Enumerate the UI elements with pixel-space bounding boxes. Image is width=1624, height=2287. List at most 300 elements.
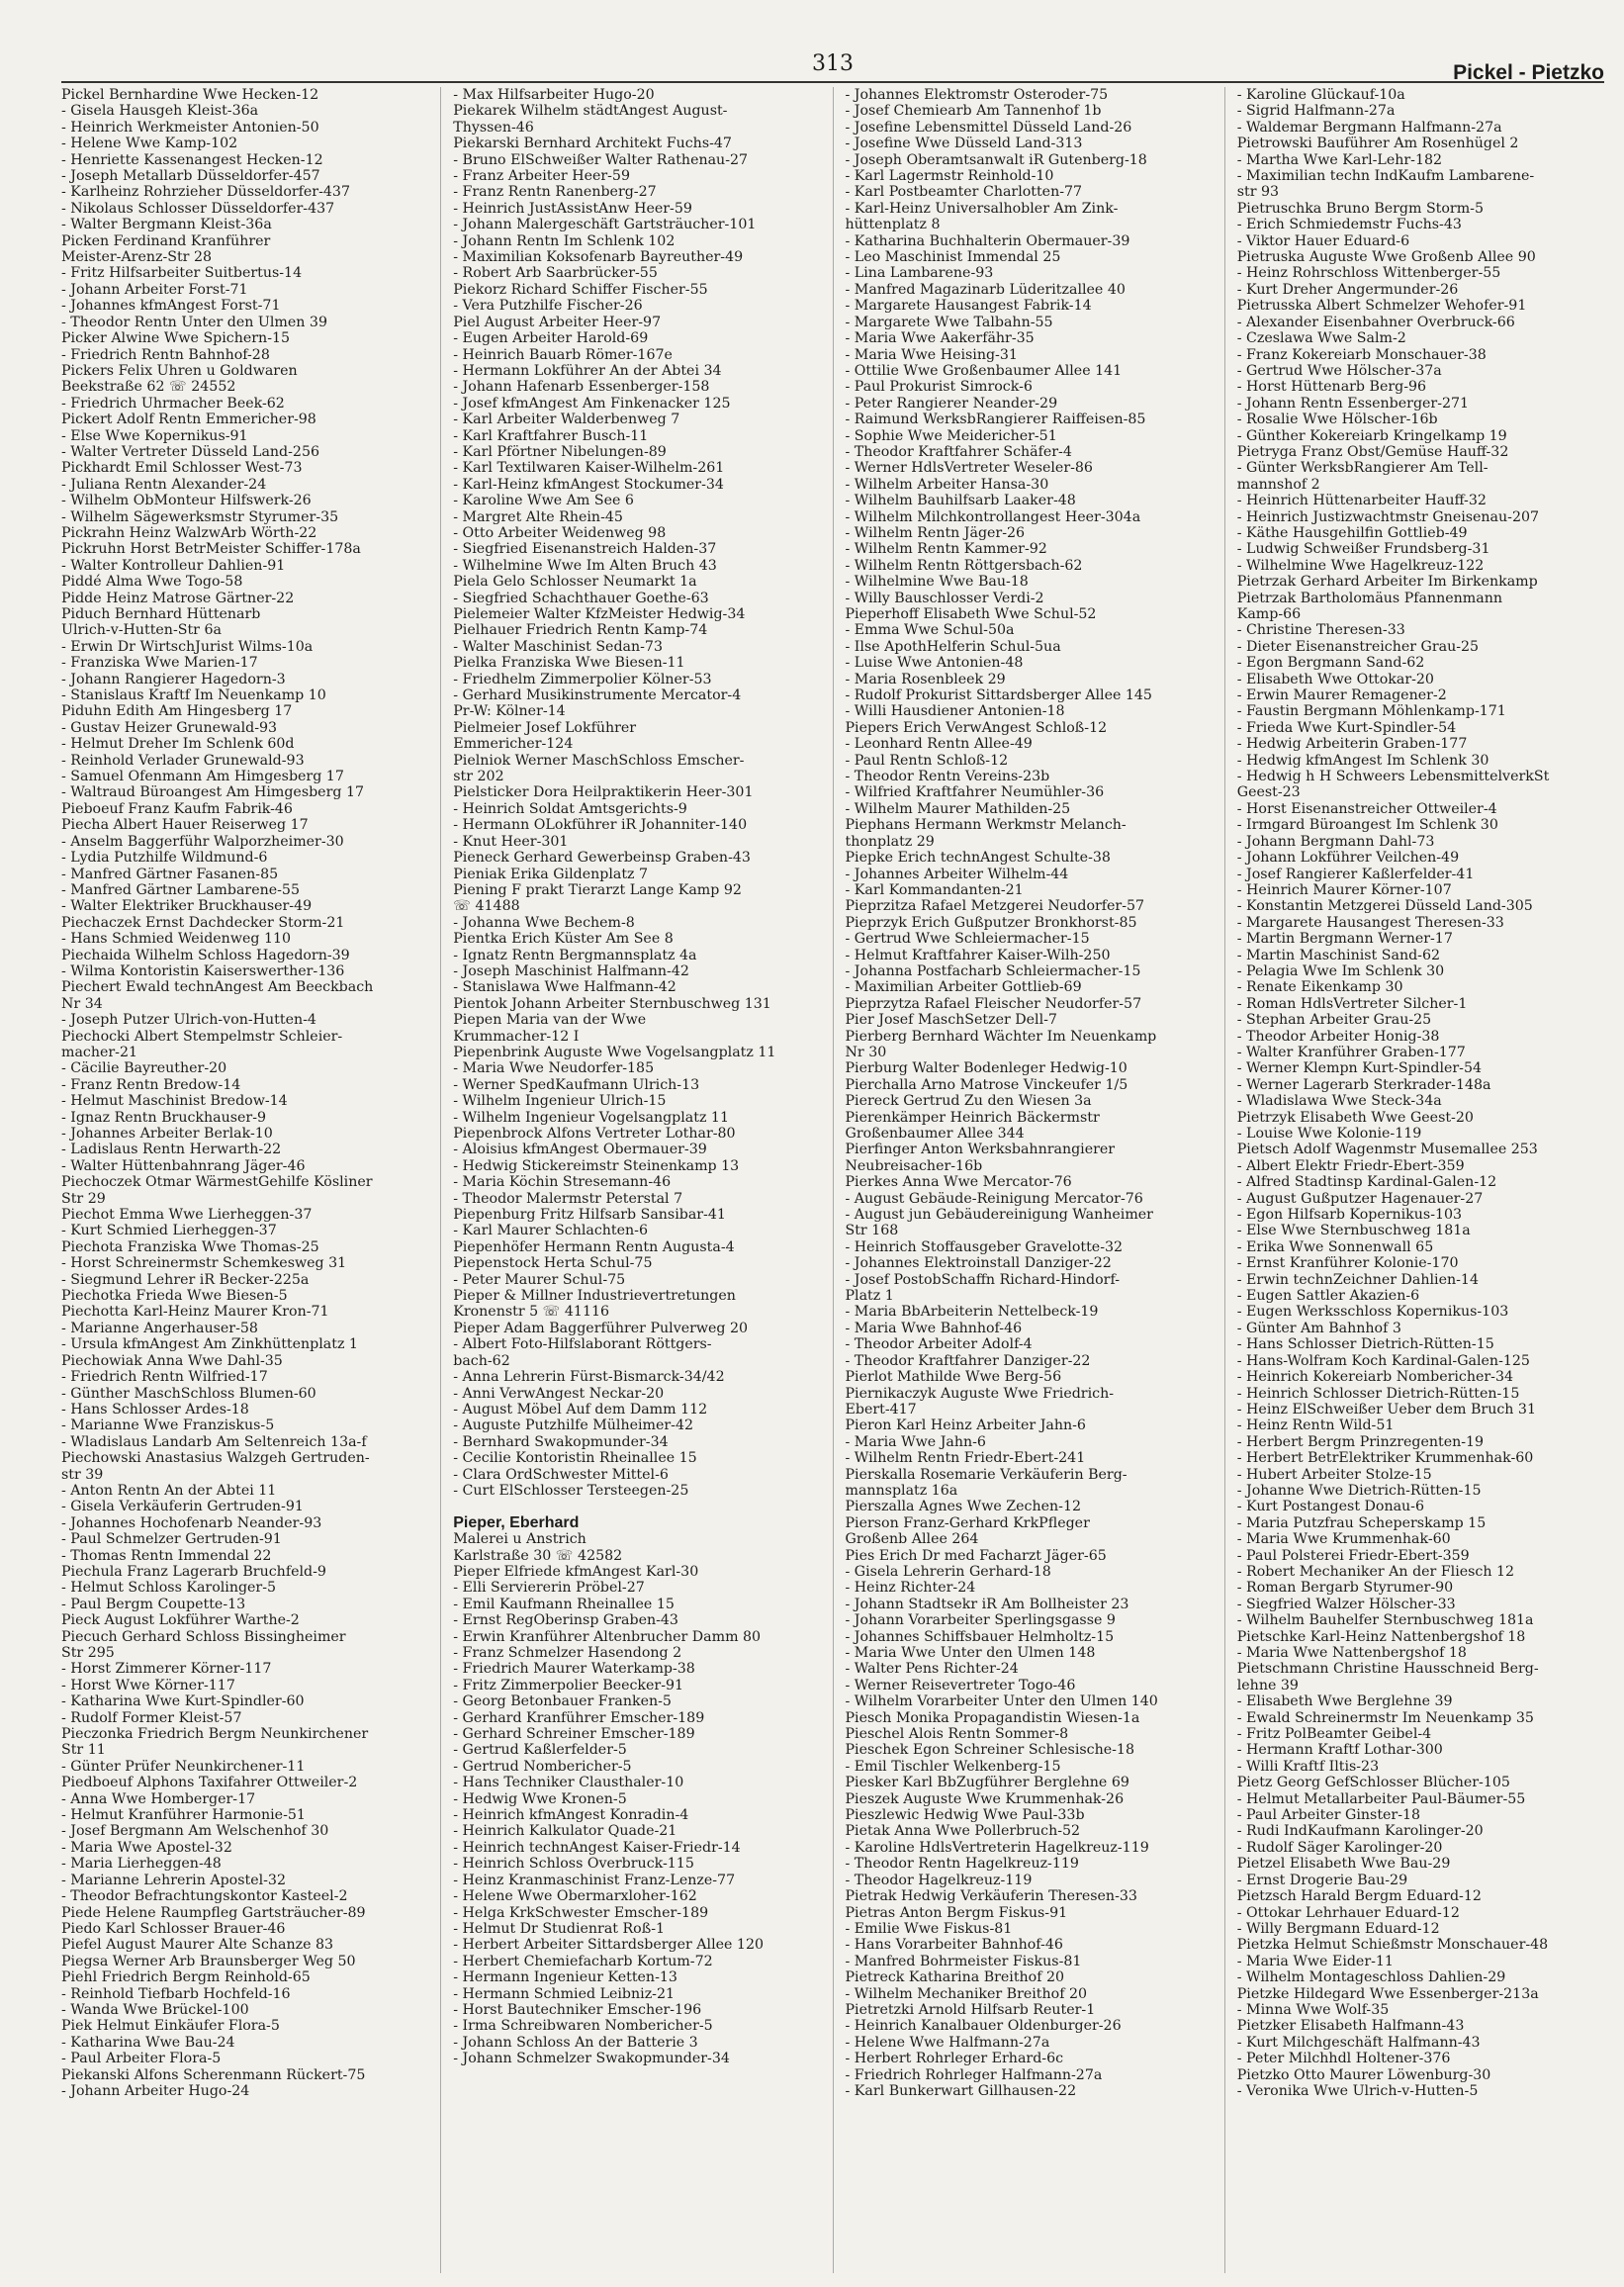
directory-entry: - Ernst Drogerie Bau-29 [1236,1872,1408,1888]
directory-entry: - Friedrich Rohrleger Halfmann-27a [845,2066,1103,2083]
column-divider [1224,87,1225,2273]
directory-entry: - Katharina Wwe Kurt-Spindler-60 [61,1693,305,1710]
directory-entry: Großenb Allee 264 [845,1531,979,1548]
directory-entry: - Gerhard Schreiner Emscher-189 [453,1726,695,1743]
directory-entry: - Maria Wwe Apostel-32 [61,1839,232,1856]
directory-entry: - Theodor Kraftfahrer Schäfer-4 [845,443,1072,460]
directory-entry: Piechula Franz Lagerarb Bruchfeld-9 [61,1563,326,1580]
directory-entry: Piepenbrink Auguste Wwe Vogelsangplatz 11 [453,1044,776,1060]
directory-entry: Pieper Elfriede kfmAngest Karl-30 [453,1563,699,1580]
directory-entry: - Wilhelm Maurer Mathilden-25 [845,800,1071,817]
directory-entry: Piechotka Frieda Wwe Biesen-5 [61,1288,288,1305]
directory-entry: - Ludwig Schweißer Frundsberg-31 [1236,541,1490,558]
directory-entry: Pieneck Gerhard Gewerbeinsp Graben-43 [453,850,751,867]
directory-entry: - Helmut Dr Studienrat Roß-1 [453,1920,666,1937]
directory-entry: - Heinrich JustAssistAnw Heer-59 [453,200,692,217]
directory-entry: Pieck August Lokführer Warthe-2 [61,1612,300,1629]
directory-entry: - Irma Schreibwaren Nombericher-5 [453,2018,713,2035]
directory-entry: - Marianne Lehrerin Apostel-32 [61,1872,286,1888]
directory-entry: - Wilhelmine Wwe Hagelkreuz-122 [1236,557,1485,574]
directory-entry: - Hedwig Wwe Kronen-5 [453,1790,627,1807]
directory-entry: - Walter Maschinist Sedan-73 [453,638,663,655]
directory-entry: - Karoline HdlsVertreterin Hagelkreuz-119 [845,1839,1149,1856]
directory-entry: - Walter Elektriker Bruckhauser-49 [61,898,313,915]
directory-entry: - Heinrich Bauarb Römer-167e [453,346,673,363]
directory-entry: - Gustav Heizer Grunewald-93 [61,719,278,736]
directory-entry: - Anna Wwe Homberger-17 [61,1790,256,1807]
header-rule [61,81,1604,83]
directory-entry: - Josef kfmAngest Am Finkenacker 125 [453,395,731,412]
directory-entry: - Johann Rentn Essenberger-271 [1236,395,1470,412]
directory-entry: Piereck Gertrud Zu den Wiesen 3a [845,1093,1092,1110]
directory-entry: - Johann Arbeiter Hugo-24 [61,2082,250,2099]
directory-entry: - Helene Wwe Halfmann-27a [845,2034,1050,2051]
directory-entry: - Herbert Arbeiter Sittardsberger Allee 120 [453,1937,765,1954]
directory-entry: - Rudi IndKaufmann Karolinger-20 [1236,1823,1484,1840]
directory-entry: - Hans Techniker Clausthaler-10 [453,1775,684,1791]
directory-entry: - Werner Reisevertreter Togo-46 [845,1677,1076,1693]
directory-entry: - Johann Vorarbeiter Sperlingsgasse 9 [845,1612,1116,1629]
directory-entry: Pierlot Mathilde Wwe Berg-56 [845,1369,1062,1386]
directory-entry: Pielemeier Walter KfzMeister Hedwig-34 [453,606,746,622]
directory-entry: - Johanna Postfacharb Schleiermacher-15 [845,962,1141,979]
directory-entry: - Karl Arbeiter Walderbenweg 7 [453,412,680,428]
directory-entry: - Stanislaus Kraftf Im Neuenkamp 10 [61,687,326,704]
directory-entry: - Theodor Arbeiter Honig-38 [1236,1028,1440,1045]
directory-entry: - Josef Bergmann Am Welschenhof 30 [61,1823,329,1840]
directory-entry: - Hermann Kraftf Lothar-300 [1236,1742,1443,1759]
directory-entry: - Franz Rentn Ranenberg-27 [453,184,657,201]
directory-entry: - Ilse ApothHelferin Schul-5ua [845,638,1061,655]
directory-entry: - Hans Schmied Weidenweg 110 [61,931,292,948]
directory-entry: - Günter Am Bahnhof 3 [1236,1320,1401,1336]
directory-entry: - Franz Schmelzer Hasendong 2 [453,1645,682,1661]
directory-entry: - Wilhelm Mechaniker Breithof 20 [845,1985,1088,2002]
directory-entry: Piepke Erich technAngest Schulte-38 [845,850,1111,867]
directory-entry: - Siegfried Schachthauer Goethe-63 [453,590,709,606]
directory-entry: - Albert Elektr Friedr-Ebert-359 [1236,1157,1465,1174]
directory-entry: - Heinz Rentn Wild-51 [1236,1418,1395,1434]
directory-entry: - Josefine Wwe Düsseld Land-313 [845,136,1083,152]
directory-entry: - Reinhold Tiefbarb Hochfeld-16 [61,1985,291,2002]
directory-entry: Piefel August Maurer Alte Schanze 83 [61,1937,334,1954]
directory-entry: - Helene Wwe Obermarxloher-162 [453,1888,697,1905]
directory-entry: - Henriette Kassenangest Hecken-12 [61,151,323,168]
directory-entry: Piehl Friedrich Bergm Reinhold-65 [61,1969,311,1986]
directory-entry: - Paul Bergm Coupette-13 [61,1596,246,1612]
directory-entry: Pietz Georg GefSchlosser Blücher-105 [1236,1775,1510,1791]
directory-entry: - Theodor Befrachtungskontor Kasteel-2 [61,1888,348,1905]
directory-entry: - Gerhard Musikinstrumente Mercator-4 [453,687,742,704]
directory-entry: - Wanda Wwe Brückel-100 [61,2001,249,2018]
directory-entry: Piesch Monika Propagandistin Wiesen-1a [845,1709,1140,1726]
directory-entry: - Wilfried Kraftfahrer Neumühler-36 [845,784,1105,801]
directory-entry: Pieper & Millner Industrievertretungen [453,1288,736,1305]
directory-entry: - Knut Heer-301 [453,833,569,850]
directory-entry: str 93 [1236,184,1280,201]
directory-entry: - Willi Kraftf Iltis-23 [1236,1758,1380,1775]
directory-entry: - Curt ElSchlosser Tersteegen-25 [453,1482,689,1499]
directory-entry: Piechowski Anastasius Walzgeh Gertruden- [61,1450,370,1467]
directory-entry: - Peter Maurer Schul-75 [453,1271,626,1288]
directory-entry: Piechotta Karl-Heinz Maurer Kron-71 [61,1304,329,1321]
directory-entry: - Roman Bergarb Styrumer-90 [1236,1580,1454,1597]
directory-entry: - Pelagia Wwe Im Schlenk 30 [1236,962,1445,979]
directory-entry: Pieprzitza Rafael Metzgerei Neudorfer-57 [845,898,1145,915]
directory-entry: - Helmut Maschinist Bredow-14 [61,1093,288,1110]
directory-entry: - Wilhelm Montageschloss Dahlien-29 [1236,1969,1506,1986]
directory-entry: - Irmgard Büroangest Im Schlenk 30 [1236,817,1498,834]
directory-entry: - Eugen Sattler Akazien-6 [1236,1288,1420,1305]
directory-entry: - Faustin Bergmann Möhlenkamp-171 [1236,703,1506,720]
directory-entry: - Erika Wwe Sonnenwall 65 [1236,1238,1434,1255]
directory-entry: - Erich Schmiedemstr Fuchs-43 [1236,217,1462,233]
directory-entry: Pielniok Werner MaschSchloss Emscher- [453,752,745,769]
directory-entry: - Joseph Metallarb Düsseldorfer-457 [61,168,320,185]
directory-entry: Pietruska Auguste Wwe Großenb Allee 90 [1236,249,1536,266]
directory-entry: - Georg Betonbauer Franken-5 [453,1693,672,1710]
directory-entry: - Maximilian Koksofenarb Bayreuther-49 [453,249,744,266]
directory-entry: - Theodor Rentn Unter den Ulmen 39 [61,314,327,330]
directory-entry: - Paul Schmelzer Gertruden-91 [61,1531,282,1548]
directory-entry: - Wilhelm Ingenieur Vogelsangplatz 11 [453,1109,729,1126]
directory-entry: Pidde Heinz Matrose Gärtner-22 [61,590,295,606]
directory-entry: - Fritz PolBeamter Geibel-4 [1236,1726,1432,1743]
directory-entry: Pietak Anna Wwe Pollerbruch-52 [845,1823,1081,1840]
directory-entry: Piepenhöfer Hermann Rentn Augusta-4 [453,1238,735,1255]
directory-entry: - Else Wwe Kopernikus-91 [61,427,248,444]
directory-entry: Pietsch Adolf Wagenmstr Musemallee 253 [1236,1142,1538,1158]
directory-entry: - Robert Mechaniker An der Fliesch 12 [1236,1563,1515,1580]
directory-entry: - Franz Kokereiarb Monschauer-38 [1236,346,1487,363]
directory-entry: Pietrusska Albert Schmelzer Wehofer-91 [1236,298,1527,315]
directory-entry: - Joseph Oberamtsanwalt iR Gutenberg-18 [845,151,1147,168]
directory-entry: Pietzel Elisabeth Wwe Bau-29 [1236,1856,1451,1873]
directory-entry: Pietreck Katharina Breithof 20 [845,1969,1065,1986]
directory-entry: Pietzko Otto Maurer Löwenburg-30 [1236,2066,1491,2083]
directory-entry: Str 168 [845,1223,899,1239]
directory-entry: Piechaczek Ernst Dachdecker Storm-21 [61,914,345,931]
directory-entry: - Heinrich Schlosser Dietrich-Rütten-15 [1236,1385,1520,1402]
directory-entry: Pieschel Alois Rentn Sommer-8 [845,1726,1069,1743]
directory-entry: - Wilhelm Milchkontrollangest Heer-304a [845,508,1141,525]
directory-entry: - Walter Kontrolleur Dahlien-91 [61,557,286,574]
directory-entry: mannsplatz 16a [845,1482,958,1499]
page-number: 313 [812,51,854,76]
directory-entry: - Karl Textilwaren Kaiser-Wilhelm-261 [453,460,725,477]
directory-entry: - Gerhard Kranführer Emscher-189 [453,1709,705,1726]
directory-entry: - Maximilian Arbeiter Gottlieb-69 [845,979,1082,996]
directory-entry: Pickrahn Heinz WalzwArb Wörth-22 [61,524,317,541]
directory-entry: - Karlheinz Rohrzieher Düsseldorfer-437 [61,184,350,201]
directory-entry: - Wilma Kontoristin Kaiserswerther-136 [61,962,345,979]
directory-entry: - Herbert BetrElektriker Krummenhak-60 [1236,1450,1534,1467]
running-head: Pickel - Pietzko [1453,61,1604,84]
directory-entry: hüttenplatz 8 [845,217,941,233]
directory-entry: - Robert Arb Saarbrücker-55 [453,265,658,282]
directory-entry: - Maria Wwe Aakerfähr-35 [845,330,1035,347]
directory-entry: - Eugen Werksschloss Kopernikus-103 [1236,1304,1509,1321]
directory-entry: - Cäcilie Bayreuther-20 [61,1060,227,1077]
directory-entry: - Gertrud Wwe Hölscher-37a [1236,362,1442,379]
directory-entry: - Katharina Buchhalterin Obermauer-39 [845,232,1130,249]
directory-entry: Piek Helmut Einkäufer Flora-5 [61,2018,280,2035]
directory-entry: Pietschmann Christine Hausschneid Berg- [1236,1661,1539,1678]
directory-entry: - Walter Bergmann Kleist-36a [61,217,272,233]
directory-entry: - Theodor Kraftfahrer Danziger-22 [845,1352,1091,1369]
directory-entry: Piechota Franziska Wwe Thomas-25 [61,1238,319,1255]
directory-entry: - Thomas Rentn Immendal 22 [61,1547,272,1564]
directory-entry: Pieron Karl Heinz Arbeiter Jahn-6 [845,1418,1086,1434]
directory-entry: - Nikolaus Schlosser Düsseldorfer-437 [61,200,335,217]
directory-entry: Pietruschka Bruno Bergm Storm-5 [1236,200,1484,217]
directory-entry: Krummacher-12 I [453,1028,580,1045]
directory-entry: Neubreisacher-16b [845,1157,983,1174]
directory-entry: Kamp-66 [1236,606,1302,622]
directory-entry: - Rudolf Former Kleist-57 [61,1709,242,1726]
directory-entry: Ebert-417 [845,1401,917,1418]
directory-entry: Pies Erich Dr med Facharzt Jäger-65 [845,1547,1107,1564]
directory-entry: Pickert Adolf Rentn Emmericher-98 [61,412,316,428]
directory-entry: - Karl-Heinz kfmAngest Stockumer-34 [453,476,724,493]
directory-entry: - Johann Malergeschäft Gartsträucher-101 [453,217,757,233]
directory-entry: Pietrak Hedwig Verkäuferin Theresen-33 [845,1888,1137,1905]
directory-entry: - Friedrich Uhrmacher Beek-62 [61,395,285,412]
directory-entry: - Heinrich kfmAngest Konradin-4 [453,1807,689,1824]
directory-entry: - Franz Rentn Bredow-14 [61,1076,241,1093]
directory-entry: - Alfred Stadtinsp Kardinal-Galen-12 [1236,1174,1497,1191]
directory-entry: - Ottokar Lehrhauer Eduard-12 [1236,1904,1460,1921]
directory-entry: - Horst Bautechniker Emscher-196 [453,2001,702,2018]
directory-entry: - Lina Lambarene-93 [845,265,994,282]
directory-entry: - Heinz Rohrschloss Wittenberger-55 [1236,265,1501,282]
directory-entry: - Egon Hilfsarb Kopernikus-103 [1236,1207,1463,1224]
directory-entry: - Paul Arbeiter Ginster-18 [1236,1807,1421,1824]
directory-entry: Pieprzytza Rafael Fleischer Neudorfer-57 [845,995,1142,1012]
directory-entry: Pielsticker Dora Heilpraktikerin Heer-301 [453,784,754,801]
directory-entry: - Viktor Hauer Eduard-6 [1236,232,1410,249]
directory-entry: Karlstraße 30 ☏ 42582 [453,1547,623,1564]
directory-entry: - Friedrich Rentn Bahnhof-28 [61,346,270,363]
directory-entry: - Leo Maschinist Immendal 25 [845,249,1061,266]
directory-entry: Pieniak Erika Gildenplatz 7 [453,866,649,882]
directory-entry: - Paul Prokurist Simrock-6 [845,379,1033,396]
directory-entry: - Maria Wwe Unter den Ulmen 148 [845,1645,1096,1661]
directory-entry: lehne 39 [1236,1677,1299,1693]
directory-entry: - Peter Milchhdl Holtener-376 [1236,2051,1451,2067]
directory-entry: - Wilhelm Vorarbeiter Unter den Ulmen 140 [845,1693,1158,1710]
directory-entry: - Karoline Glückauf-10a [1236,87,1405,103]
directory-entry: - Anni VerwAngest Neckar-20 [453,1385,665,1402]
directory-entry: Platz 1 [845,1288,894,1305]
directory-entry: - Margarete Hausangest Fabrik-14 [845,298,1092,315]
directory-entry: - Werner SpedKaufmann Ulrich-13 [453,1076,700,1093]
directory-entry: Piechowiak Anna Wwe Dahl-35 [61,1352,283,1369]
directory-entry: - Helene Wwe Kamp-102 [61,136,238,152]
directory-entry: - Czeslawa Wwe Salm-2 [1236,330,1406,347]
directory-entry: - Johann Bergmann Dahl-73 [1236,833,1435,850]
directory-entry: Pierskalla Rosemarie Verkäuferin Berg- [845,1466,1128,1483]
directory-entry: - Theodor Rentn Vereins-23b [845,769,1050,785]
directory-entry: - Maria Rosenbleek 29 [845,671,1006,687]
directory-entry: - Hedwig Stickereimstr Steinenkamp 13 [453,1157,740,1174]
directory-entry: - August Gebäude-Reinigung Mercator-76 [845,1190,1143,1207]
directory-entry: - Gisela Lehrerin Gerhard-18 [845,1563,1051,1580]
directory-entry: Pickruhn Horst BetrMeister Schiffer-178a [61,541,361,558]
column-1 [61,87,428,2273]
directory-entry: - Bernhard Swakopmunder-34 [453,1433,669,1450]
directory-entry: - Johann Lokführer Veilchen-49 [1236,850,1460,867]
directory-entry: - Cecilie Kontoristin Rheinallee 15 [453,1450,697,1467]
directory-entry: - Maria Lierheggen-48 [61,1856,222,1873]
directory-entry: Piduch Bernhard Hüttenarb [61,606,261,622]
directory-entry: - Josef Chemiearb Am Tannenhof 1b [845,103,1102,120]
directory-entry: Pietzker Elisabeth Halfmann-43 [1236,2018,1465,2035]
directory-entry: - Waldemar Bergmann Halfmann-27a [1236,119,1502,136]
directory-entry: - Karl Kommandanten-21 [845,881,1024,898]
directory-entry: - Siegmund Lehrer iR Becker-225a [61,1271,310,1288]
directory-entry: Piduhn Edith Am Hingesberg 17 [61,703,293,720]
directory-entry: Picken Ferdinand Kranführer [61,232,271,249]
directory-entry: - Kurt Milchgeschäft Halfmann-43 [1236,2034,1481,2051]
directory-entry: - Waltraud Büroangest Am Himgesberg 17 [61,784,365,801]
directory-entry: - Walter Vertreter Düsseld Land-256 [61,443,319,460]
directory-entry: Piekarski Bernhard Architekt Fuchs-47 [453,136,732,152]
directory-entry: - Siegfried Walzer Hölscher-33 [1236,1596,1456,1612]
directory-entry: - Horst Zimmerer Körner-117 [61,1661,272,1678]
directory-entry: - Raimund WerksbRangierer Raiffeisen-85 [845,412,1146,428]
directory-entry: - Karl Pförtner Nibelungen-89 [453,443,667,460]
directory-entry: - Emil Tischler Welkenberg-15 [845,1758,1061,1775]
directory-entry: - Willy Bauschlosser Verdi-2 [845,590,1044,606]
directory-entry: - Heinz ElSchweißer Ueber dem Bruch 31 [1236,1401,1536,1418]
directory-entry: Piddé Alma Wwe Togo-58 [61,574,243,591]
directory-entry: - Gisela Hausgeh Kleist-36a [61,103,259,120]
directory-entry: - Hermann OLokführer iR Johanniter-140 [453,817,748,834]
directory-entry: - Hans Schlosser Ardes-18 [61,1401,249,1418]
directory-entry: - Ottilie Wwe Großenbaumer Allee 141 [845,362,1123,379]
directory-entry: - Erwin Kranführer Altenbrucher Damm 80 [453,1628,762,1645]
directory-entry: Malerei u Anstrich [453,1531,586,1548]
directory-entry: - Margarete Wwe Talbahn-55 [845,314,1053,330]
directory-entry: Pieper, Eberhard [453,1513,580,1531]
directory-entry: - Heinrich Hüttenarbeiter Hauff-32 [1236,493,1487,509]
directory-entry: - Erwin technZeichner Dahlien-14 [1236,1271,1479,1288]
directory-entry: - Johann Rangierer Hagedorn-3 [61,671,286,687]
directory-entry: Pietzke Hildegard Wwe Essenberger-213a [1236,1985,1539,2002]
directory-entry: - Helmut Dreher Im Schlenk 60d [61,736,295,753]
directory-entry: Pierson Franz-Gerhard KrkPfleger [845,1514,1090,1531]
directory-entry: - Emil Kaufmann Rheinallee 15 [453,1596,675,1612]
directory-entry: - Günter Prüfer Neunkirchener-11 [61,1758,306,1775]
directory-entry: - Hubert Arbeiter Stolze-15 [1236,1466,1432,1483]
directory-entry: - Gertrud Nombericher-5 [453,1758,632,1775]
directory-entry: - Heinrich Soldat Amtsgerichts-9 [453,800,687,817]
directory-entry: - Heinrich Schloss Overbruck-115 [453,1856,694,1873]
directory-entry: thonplatz 29 [845,833,935,850]
directory-entry: - Johanna Wwe Bechem-8 [453,914,635,931]
directory-entry: - Egon Bergmann Sand-62 [1236,655,1425,672]
directory-entry: - Heinrich Kokereiarb Nombericher-34 [1236,1369,1514,1386]
directory-entry: Piepenbrock Alfons Vertreter Lothar-80 [453,1126,736,1142]
directory-entry: Pietretzki Arnold Hilfsarb Reuter-1 [845,2001,1096,2018]
directory-entry: - Gertrud Kaßlerfelder-5 [453,1742,627,1759]
directory-entry: - Maria Wwe Krummenhak-60 [1236,1531,1451,1548]
directory-entry: - Max Hilfsarbeiter Hugo-20 [453,87,655,103]
directory-entry: - Ewald Schreinermstr Im Neuenkamp 35 [1236,1709,1534,1726]
directory-entry: - Wilhelm Rentn Jäger-26 [845,524,1026,541]
directory-entry: - Manfred Bohrmeister Fiskus-81 [845,1953,1082,1969]
directory-entry: Pieszek Auguste Wwe Krummenhak-26 [845,1790,1125,1807]
directory-entry: - Clara OrdSchwester Mittel-6 [453,1466,669,1483]
directory-entry: - Gisela Verkäuferin Gertruden-91 [61,1499,304,1515]
directory-entry: Str 295 [61,1645,115,1661]
directory-entry: Piechert Ewald technAngest Am Beeckbach [61,979,374,996]
directory-entry: - Karl Bunkerwart Gillhausen-22 [845,2082,1077,2099]
directory-entry: - Wladislawa Wwe Steck-34a [1236,1093,1442,1110]
directory-entry: - Joseph Putzer Ulrich-von-Hutten-4 [61,1012,316,1029]
directory-entry: - Konstantin Metzgerei Düsseld Land-305 [1236,898,1533,915]
directory-entry: - Johannes kfmAngest Forst-71 [61,298,281,315]
directory-entry: Pietrzak Gerhard Arbeiter Im Birkenkamp [1236,574,1538,591]
directory-entry: str 39 [61,1466,104,1483]
directory-entry: Emmericher-124 [453,736,574,753]
directory-entry: - Hedwig kfmAngest Im Schlenk 30 [1236,752,1489,769]
directory-entry: - Martin Bergmann Werner-17 [1236,931,1453,948]
directory-entry: - Marianne Wwe Franziskus-5 [61,1418,275,1434]
directory-entry: Pietzka Helmut Schießmstr Monschauer-48 [1236,1937,1549,1954]
directory-entry: Pierfinger Anton Werksbahnrangierer [845,1142,1116,1158]
directory-entry: Kronenstr 5 ☏ 41116 [453,1304,610,1321]
directory-entry: - Luise Wwe Antonien-48 [845,655,1024,672]
directory-entry: - Wilhelm Bauhilfsarb Laaker-48 [845,493,1076,509]
directory-entry: - Helmut Kranführer Harmonie-51 [61,1807,306,1824]
directory-entry: - Maria Wwe Heising-31 [845,346,1018,363]
directory-entry: - Reinhold Verlader Grunewald-93 [61,752,305,769]
directory-entry: Pieperhoff Elisabeth Wwe Schul-52 [845,606,1097,622]
directory-entry: - Wilhelm ObMonteur Hilfswerk-26 [61,493,312,509]
directory-entry: Pielka Franziska Wwe Biesen-11 [453,655,685,672]
directory-entry: Str 29 [61,1190,106,1207]
directory-entry: Pieczonka Friedrich Bergm Neunkirchener [61,1726,369,1743]
directory-entry: - Erwin Maurer Remagener-2 [1236,687,1447,704]
directory-entry: Ulrich-v-Hutten-Str 6a [61,622,222,639]
directory-entry: - Hermann Lokführer An der Abtei 34 [453,362,722,379]
directory-entry: Pientok Johann Arbeiter Sternbuschweg 131 [453,995,771,1012]
directory-entry: - Helmut Kraftfahrer Kaiser-Wilh-250 [845,947,1111,963]
directory-entry: - Heinrich Kalkulator Quade-21 [453,1823,677,1840]
directory-entry: Piepers Erich VerwAngest Schloß-12 [845,719,1108,736]
directory-entry: - Johann Stadtsekr iR Am Bollheister 23 [845,1596,1129,1612]
directory-entry: Piesker Karl BbZugführer Berglehne 69 [845,1775,1129,1791]
directory-entry: Pierchalla Arno Matrose Vinckeufer 1/5 [845,1076,1128,1093]
directory-entry: Pr-W: Kölner-14 [453,703,566,720]
directory-entry: - Johannes Arbeiter Berlak-10 [61,1126,273,1142]
directory-entry: - Vera Putzhilfe Fischer-26 [453,298,643,315]
directory-entry: - Hedwig h H Schweers LebensmittelverkSt [1236,769,1550,785]
directory-entry: - Else Wwe Sternbuschweg 181a [1236,1223,1471,1239]
directory-entry: Pieszlewic Hedwig Wwe Paul-33b [845,1807,1085,1824]
directory-entry: - Manfred Gärtner Lambarene-55 [61,881,300,898]
directory-entry: - Karl Postbeamter Charlotten-77 [845,184,1083,201]
directory-entry: Picker Alwine Wwe Spichern-15 [61,330,291,347]
directory-entry: Piecha Albert Hauer Reiserweg 17 [61,817,309,834]
directory-entry: - Karl Lagermstr Reinhold-10 [845,168,1054,185]
directory-entry: - Franz Arbeiter Heer-59 [453,168,630,185]
directory-entry: - Wladislaus Landarb Am Seltenreich 13a-f [61,1433,367,1450]
directory-entry: Pieboeuf Franz Kaufm Fabrik-46 [61,800,293,817]
directory-entry: Piecuch Gerhard Schloss Bissingheimer [61,1628,346,1645]
